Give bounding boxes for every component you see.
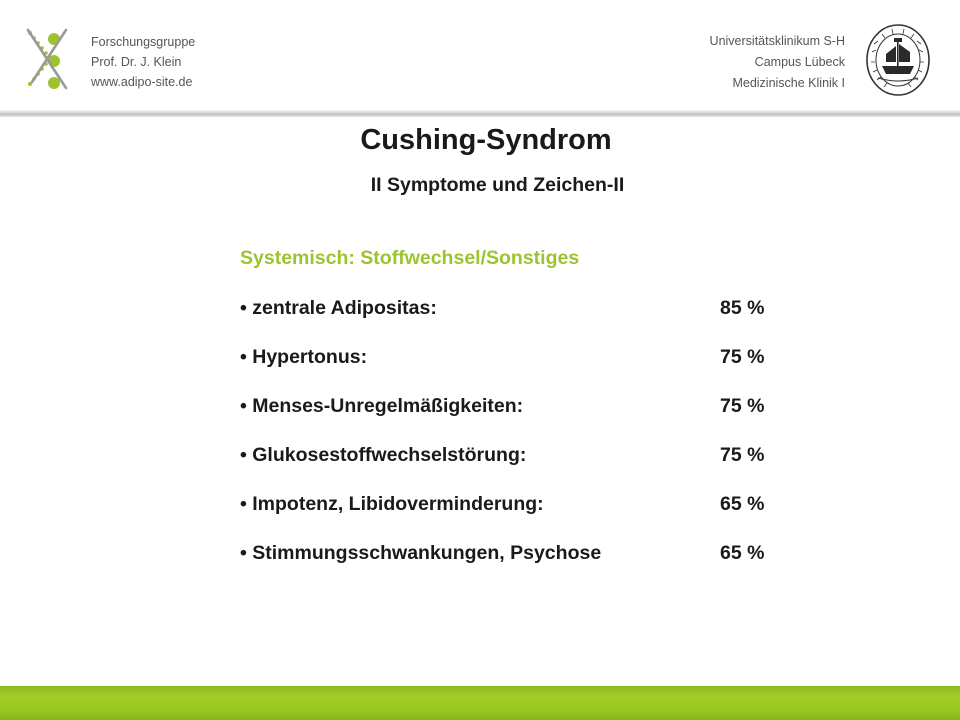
symptom-label: • Glukosestoffwechselstörung: <box>240 444 527 466</box>
slide-subtitle: II Symptome und Zeichen-II <box>370 174 625 196</box>
header-divider <box>0 110 960 117</box>
clinic-name: Universitätsklinikum S-H <box>709 34 845 48</box>
symptom-percentage: 75 % <box>720 395 765 417</box>
symptom-row <box>240 493 800 542</box>
professor-name: Prof. Dr. J. Klein <box>91 55 182 69</box>
research-group-header <box>91 32 195 92</box>
university-seal-icon <box>864 22 932 98</box>
research-group-logo-icon <box>22 26 86 94</box>
section-heading: Systemisch: Stoffwechsel/Sonstiges <box>240 247 580 269</box>
symptom-row <box>240 444 800 493</box>
clinic-header <box>710 31 845 94</box>
symptom-percentage: 85 % <box>720 297 765 319</box>
footer-bar <box>0 686 960 720</box>
symptom-percentage: 75 % <box>720 346 765 368</box>
symptom-percentage: 65 % <box>720 493 765 515</box>
symptom-percentage: 65 % <box>720 542 765 564</box>
symptom-label: • Hypertonus: <box>240 346 368 368</box>
symptom-row <box>240 297 800 346</box>
research-group-name: Forschungsgruppe <box>91 35 196 49</box>
symptom-row <box>240 346 800 395</box>
symptom-label: • Impotenz, Libidoverminderung: <box>240 493 544 515</box>
symptom-label: • zentrale Adipositas: <box>240 297 437 319</box>
symptom-row <box>240 542 800 591</box>
website-link[interactable]: www.adipo-site.de <box>91 75 193 89</box>
symptom-list <box>240 297 800 591</box>
symptom-row <box>240 395 800 444</box>
campus-name: Campus Lübeck <box>754 55 845 69</box>
symptom-percentage: 75 % <box>720 444 765 466</box>
symptom-label: • Menses-Unregelmäßigkeiten: <box>240 395 524 417</box>
symptom-label: • Stimmungsschwankungen, Psychose <box>240 542 602 564</box>
department-name: Medizinische Klinik I <box>732 76 845 90</box>
slide-title: Cushing-Syndrom <box>360 124 612 156</box>
